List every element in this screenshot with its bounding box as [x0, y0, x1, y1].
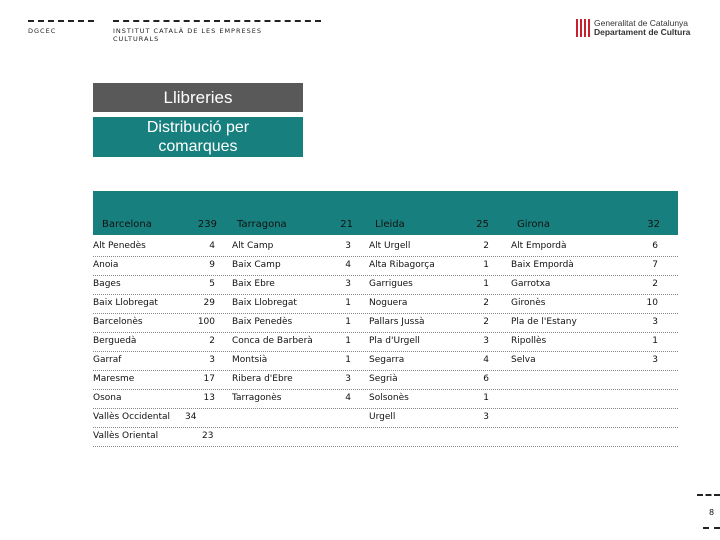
- comarca-name: Solsonès: [369, 393, 409, 403]
- comarca-name: Berguedà: [93, 336, 137, 346]
- header-total-lleida: 25: [476, 219, 489, 230]
- comarca-name: Osona: [93, 393, 122, 403]
- table-row: [93, 332, 678, 352]
- header-province-barcelona: Barcelona: [102, 219, 152, 230]
- comarca-count: 3: [345, 374, 351, 384]
- comarca-name: Pallars Jussà: [369, 317, 425, 327]
- comarca-count: 5: [209, 279, 215, 289]
- comarca-count: 4: [209, 241, 215, 251]
- comarca-name: Baix Llobregat: [93, 298, 158, 308]
- table-row: [93, 294, 678, 314]
- comarca-name: Segrià: [369, 374, 398, 384]
- comarca-count: 3: [652, 317, 658, 327]
- comarca-count: 29: [203, 298, 215, 308]
- comarca-name: Garraf: [93, 355, 122, 365]
- comarca-name: Ripollès: [511, 336, 547, 346]
- comarca-count: 2: [209, 336, 215, 346]
- comarca-name: Vallès Oriental: [93, 431, 159, 441]
- comarca-count: 1: [652, 336, 658, 346]
- comarca-name: Baix Ebre: [232, 279, 275, 289]
- table-row: [93, 427, 678, 447]
- comarca-count: 1: [483, 279, 489, 289]
- comarca-count: 1: [345, 355, 351, 365]
- table-row: [93, 389, 678, 409]
- comarca-name: Alt Empordà: [511, 241, 567, 251]
- org-long-name-line2: CULTURALS: [113, 35, 160, 43]
- comarca-name: Bages: [93, 279, 121, 289]
- logo-line2: Departament de Cultura: [594, 27, 691, 37]
- org-short-name: DGCEC: [28, 27, 57, 35]
- comarca-count: 6: [483, 374, 489, 384]
- header-total-barcelona: 239: [197, 219, 217, 230]
- comarca-count: 1: [345, 298, 351, 308]
- table-row: [93, 370, 678, 390]
- comarca-count: 2: [483, 317, 489, 327]
- comarca-name: Tarragonès: [232, 393, 282, 403]
- table-header: [93, 191, 678, 235]
- comarca-name: Baix Empordà: [511, 260, 574, 270]
- header-total-girona: 32: [647, 219, 660, 230]
- comarca-name: Alt Urgell: [369, 241, 411, 251]
- comarca-count: 23: [202, 431, 214, 441]
- comarca-count: 3: [345, 241, 351, 251]
- table-row: [93, 275, 678, 295]
- comarca-count: 1: [345, 336, 351, 346]
- footer-rule-top: [697, 494, 720, 496]
- comarca-count: 34: [185, 412, 197, 422]
- table-row: [93, 351, 678, 371]
- comarca-name: Alt Penedès: [93, 241, 146, 251]
- comarca-count: 17: [203, 374, 215, 384]
- comarca-name: Gironès: [511, 298, 546, 308]
- comarca-count: 2: [483, 298, 489, 308]
- header-province-tarragona: Tarragona: [237, 219, 287, 230]
- comarca-name: Anoia: [93, 260, 119, 270]
- comarca-name: Alt Camp: [232, 241, 274, 251]
- comarca-count: 6: [652, 241, 658, 251]
- comarca-name: Vallès Occidental: [93, 412, 171, 422]
- page-number: 8: [709, 508, 715, 517]
- generalitat-logo: [576, 19, 690, 37]
- comarca-name: Baix Llobregat: [232, 298, 297, 308]
- comarca-name: Alta Ribagorça: [369, 260, 435, 270]
- comarca-count: 2: [652, 279, 658, 289]
- comarca-count: 13: [203, 393, 215, 403]
- comarca-name: Pla d'Urgell: [369, 336, 420, 346]
- comarca-name: Montsià: [232, 355, 268, 365]
- logo-line1: Generalitat de Catalunya: [594, 18, 689, 28]
- table-row: [93, 237, 678, 257]
- comarca-name: Barcelonès: [93, 317, 143, 327]
- senyera-icon: [576, 19, 590, 37]
- comarca-name: Garrotxa: [511, 279, 551, 289]
- page-title: Llibreries: [93, 83, 303, 112]
- comarca-count: 9: [209, 260, 215, 270]
- subtitle-line2: comarques: [158, 138, 238, 155]
- comarca-count: 4: [483, 355, 489, 365]
- comarca-count: 10: [646, 298, 658, 308]
- comarca-name: Segarra: [369, 355, 405, 365]
- comarca-name: Urgell: [369, 412, 396, 422]
- header-total-tarragona: 21: [340, 219, 353, 230]
- comarca-name: Ribera d'Ebre: [232, 374, 293, 384]
- header-rule-right: [113, 20, 321, 22]
- comarca-count: 3: [345, 279, 351, 289]
- comarca-name: Garrigues: [369, 279, 413, 289]
- comarca-count: 3: [483, 412, 489, 422]
- comarca-count: 4: [345, 393, 351, 403]
- header-province-lleida: Lleida: [375, 219, 405, 230]
- header-rule-left: [28, 20, 94, 22]
- page-subtitle: [93, 117, 303, 157]
- comarca-name: Maresme: [93, 374, 135, 384]
- comarca-count: 1: [483, 393, 489, 403]
- table-row: [93, 313, 678, 333]
- footer-rule-bottom: [703, 527, 720, 529]
- comarca-count: 3: [652, 355, 658, 365]
- comarca-count: 1: [483, 260, 489, 270]
- comarca-count: 3: [483, 336, 489, 346]
- comarca-count: 4: [345, 260, 351, 270]
- comarca-count: 7: [652, 260, 658, 270]
- header-province-girona: Girona: [517, 219, 551, 230]
- table-row: [93, 408, 678, 428]
- comarca-count: 1: [345, 317, 351, 327]
- comarca-count: 3: [209, 355, 215, 365]
- comarca-name: Noguera: [369, 298, 408, 308]
- comarca-name: Conca de Barberà: [232, 336, 313, 346]
- comarca-count: 100: [197, 317, 215, 327]
- org-long-name-line1: INSTITUT CATALÀ DE LES EMPRESES: [113, 27, 262, 35]
- table-row: [93, 256, 678, 276]
- comarca-name: Baix Penedès: [232, 317, 293, 327]
- comarca-count: 2: [483, 241, 489, 251]
- comarca-name: Selva: [511, 355, 536, 365]
- subtitle-line1: Distribució per: [146, 119, 250, 136]
- comarca-name: Pla de l'Estany: [511, 317, 577, 327]
- comarca-name: Baix Camp: [232, 260, 281, 270]
